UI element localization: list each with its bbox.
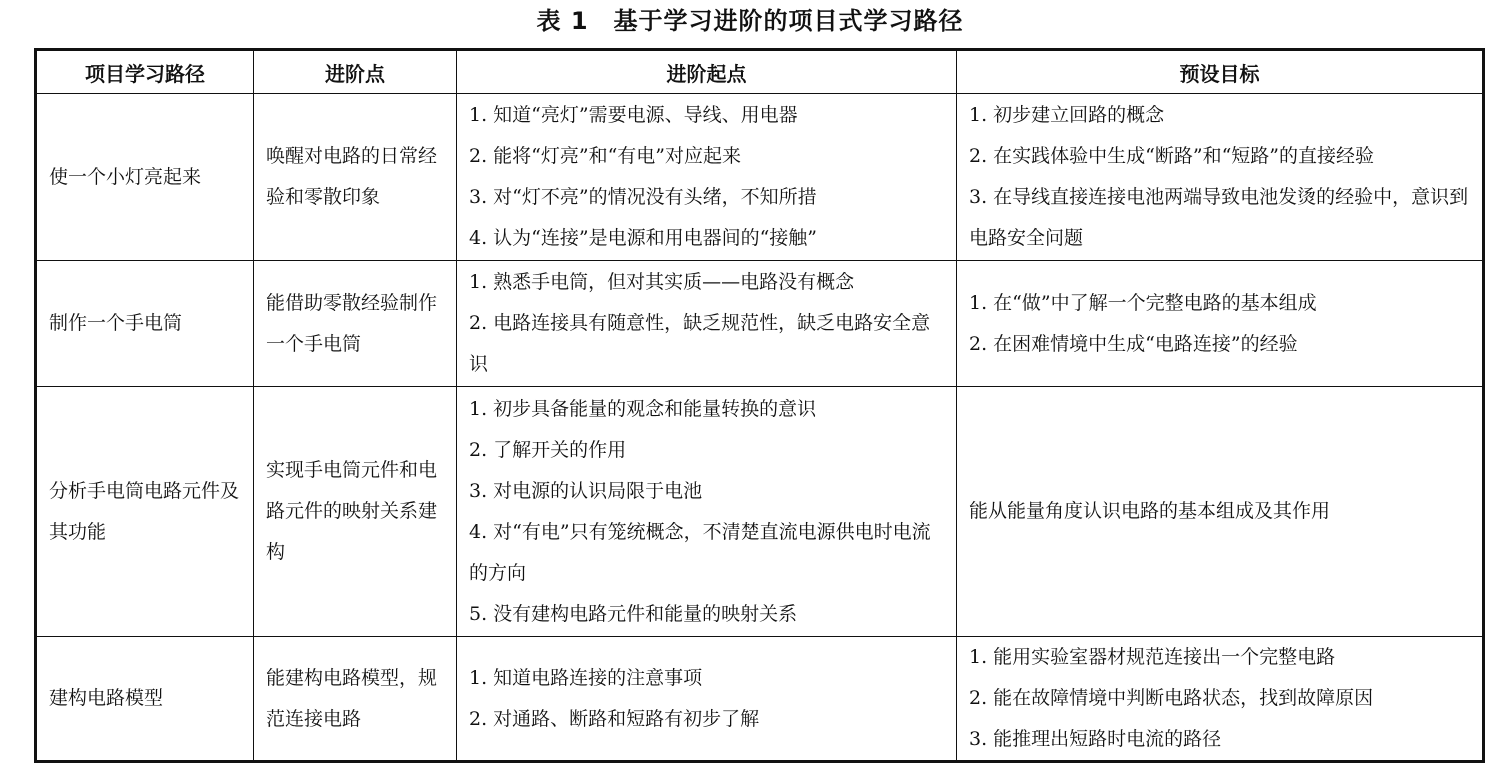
cell-progression-point <box>254 261 457 387</box>
start-item: 4. 认为“连接”是电源和用电器间的“接触” <box>469 227 818 249</box>
cell-project-path <box>36 637 254 762</box>
cell-progression-point <box>254 387 457 637</box>
header-preset-goal: 预设目标 <box>957 50 1484 94</box>
header-starting-point: 进阶起点 <box>457 50 957 94</box>
goal-item: 1. 在“做”中了解一个完整电路的基本组成 <box>969 291 1317 314</box>
goal-item: 2. 能在故障情境中判断电路状态，找到故障原因 <box>969 687 1374 709</box>
cell-starting-point <box>457 261 957 387</box>
goal-item: 3. 能推理出短路时电流的路径 <box>969 728 1222 750</box>
path-text: 制作一个手电筒 <box>49 312 183 334</box>
start-item: 4. 对“有电”只有笼统概念，不清楚直流电源供电时电流的方向 <box>469 520 931 584</box>
goal-item: 1. 初步建立回路的概念 <box>969 104 1165 126</box>
path-text: 分析手电筒电路元件及其功能 <box>49 479 240 543</box>
cell-preset-goal <box>957 94 1484 261</box>
start-item: 2. 了解开关的作用 <box>469 438 627 461</box>
table-caption: 表 1 基于学习进阶的项目式学习路径 <box>536 7 964 35</box>
goal-item: 3. 在导线直接连接电池两端导致电池发烫的经验中，意识到电路安全问题 <box>969 186 1469 249</box>
cell-project-path <box>36 387 254 637</box>
cell-starting-point <box>457 94 957 261</box>
cell-starting-point <box>457 387 957 637</box>
cell-preset-goal <box>957 637 1484 762</box>
start-item: 3. 对电源的认识局限于电池 <box>469 479 703 502</box>
table-row <box>36 261 1484 387</box>
table-row <box>36 94 1484 261</box>
header-project-path: 项目学习路径 <box>36 50 254 94</box>
goal-item: 2. 在实践体验中生成“断路”和“短路”的直接经验 <box>969 145 1375 167</box>
start-item: 1. 知道电路连接的注意事项 <box>469 666 703 689</box>
goal-item: 能从能量角度认识电路的基本组成及其作用 <box>969 500 1331 522</box>
point-text: 能借助零散经验制作一个手电筒 <box>266 291 438 355</box>
start-item: 3. 对“灯不亮”的情况没有头绪，不知所措 <box>469 186 817 208</box>
learning-path-table <box>34 48 1485 763</box>
table-header-row <box>36 50 1484 94</box>
point-text: 唤醒对电路的日常经验和零散印象 <box>266 145 438 208</box>
start-item: 2. 对通路、断路和短路有初步了解 <box>469 707 760 730</box>
start-item: 2. 电路连接具有随意性，缺乏规范性，缺乏电路安全意识 <box>469 312 931 375</box>
start-item: 1. 熟悉手电筒，但对其实质——电路没有概念 <box>469 271 855 293</box>
start-item: 5. 没有建构电路元件和能量的映射关系 <box>469 602 798 625</box>
goal-item: 1. 能用实验室器材规范连接出一个完整电路 <box>969 646 1336 668</box>
path-text: 使一个小灯亮起来 <box>49 165 202 188</box>
table-row <box>36 637 1484 762</box>
start-item: 1. 初步具备能量的观念和能量转换的意识 <box>469 397 817 420</box>
cell-preset-goal <box>957 387 1484 637</box>
start-item: 1. 知道“亮灯”需要电源、导线、用电器 <box>469 104 798 126</box>
cell-progression-point <box>254 637 457 762</box>
goal-item: 2. 在困难情境中生成“电路连接”的经验 <box>969 332 1298 355</box>
header-progression-point: 进阶点 <box>254 50 457 94</box>
path-text: 建构电路模型 <box>49 687 164 709</box>
point-text: 能建构电路模型，规范连接电路 <box>266 666 438 730</box>
cell-project-path <box>36 94 254 261</box>
cell-preset-goal <box>957 261 1484 387</box>
cell-starting-point <box>457 637 957 762</box>
cell-progression-point <box>254 94 457 261</box>
cell-project-path <box>36 261 254 387</box>
start-item: 2. 能将“灯亮”和“有电”对应起来 <box>469 145 742 167</box>
table-row <box>36 387 1484 637</box>
point-text: 实现手电筒元件和电路元件的映射关系建构 <box>266 459 438 563</box>
